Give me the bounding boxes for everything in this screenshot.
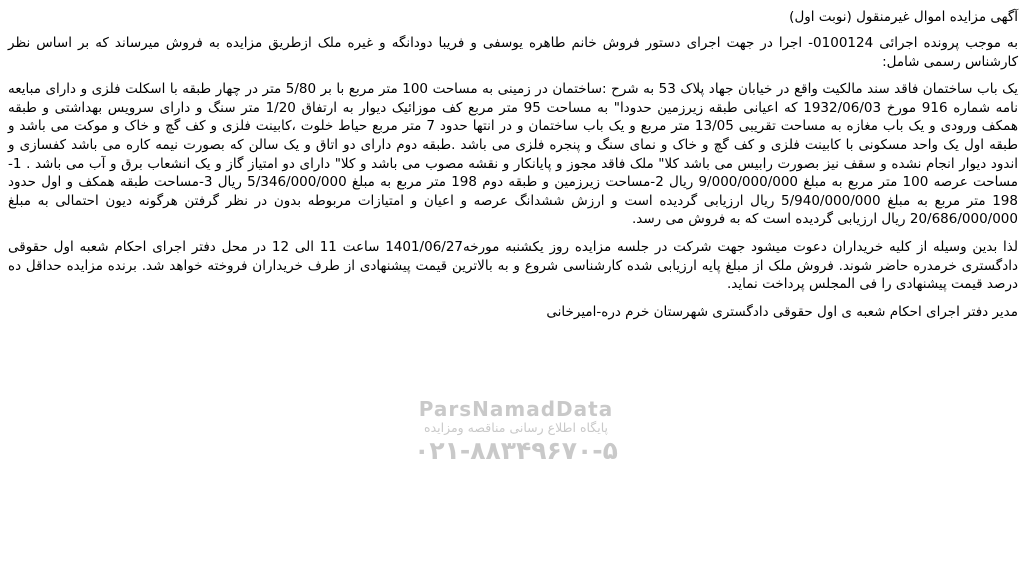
notice-signature: مدیر دفتر اجرای احکام شعبه ی اول حقوقی دادگستری شهرستان خرم دره-امیرخانی [546,303,1018,320]
notice-title: آگهی مزایده اموال غیرمنقول (نوبت اول) [789,9,1018,25]
property-description: یک باب ساختمان فاقد سند مالکیت واقع در خیابان جهاد پلاک 53 به شرح :ساختمان در زمینی به مساحت 100 متر مربع با بر 5/80 متر در چهار طبقه با اسکلت فلزی و دارای مبایعه نامه شماره 916 مورخ 1932/06/03 که اعیانی طبقه زیرزمین حدودا" به مساحت 95 متر مربع کف موزائیک دیوار به ارتفاق 1/20 متر سنگ و دارای سرویس بهداشتی و طبقه همکف ورودی و یک باب مغازه به مساحت تقریبی 13/05 متر مربع و یک باب ساختمان و در انتها حدود 7 متر مربع حیاط خلوت ،کابینت فلزی و کف گچ و خاک و موکت می باشد و طبقه اول یک واحد مسکونی با کابینت فلزی و کف گچ و خاک و نمای سنگ و پنجره فلزی می باشد .طبقه دوم دارای دو اتاق و یک سالن که بصورت نیمه کاره می باشد کفسازی و اندود دیوار انجام نشده و سقف نیز بصورت رابیس می باشد کلا" ملک فاقد مجوز و پایانکار و نقشه مصوب می باشد و کلا" دارای دو امتیاز گاز و یک انشعاب برق و آب می باشد . 1-مساحت عرصه 100 متر مربع به مبلغ 9/000/000/000 ریال 2-مساحت زیرزمین و طبقه دوم 198 متر مربع به مبلغ 5/346/000/000 ریال 3-مساحت طبقه همکف و اول حدود 198 متر مربع به مبلغ 5/940/000/000 ریال ارزیابی گردیده است و ارزش ششدانگ عرصه و اعیان و امتیازات مربوطه بدون در نظر گرفتن هرگونه دیون احتمالی به مبلغ 20/686/000/000 ریال ارزیابی گردیده است که به فروش می رسد. [8,81,1019,228]
notice-intro: به موجب پرونده اجرائی 0100124- اجرا در جهت اجرای دستور فروش خانم طاهره یوسفی و فریبا دودانگه و غیره ملک ازطریق مزایده به فروش میرساند که بر اساس نظر کارشناس رسمی شامل: [8,35,1018,70]
watermark-phone: ۰۲۱-۸۸۳۴۹۶۷۰-۵ [414,436,618,465]
watermark-tagline: پایگاه اطلاع رسانی مناقصه ومزایده [424,420,608,435]
auction-invitation: لذا بدین وسیله از کلیه خریداران دعوت میشود جهت شرکت در جلسه مزایده روز یکشنبه مورخه1401/06/27 ساعت 11 الی 12 در محل دفتر اجرای احکام شعبه اول حقوقی دادگستری خرمدره حاضر شوند. فروش ملک از مبلغ پایه ارزیابی شده کارشناسی شروع و به بالاترین قیمت پیشنهادی از طرف خریداران فروخته خواهد شد. برنده مزایده حداقل ده درصد قیمت پیشنهادی را فی المجلس پرداخت نماید. [8,238,1018,293]
watermark-brand: ParsNamadData [418,397,614,421]
